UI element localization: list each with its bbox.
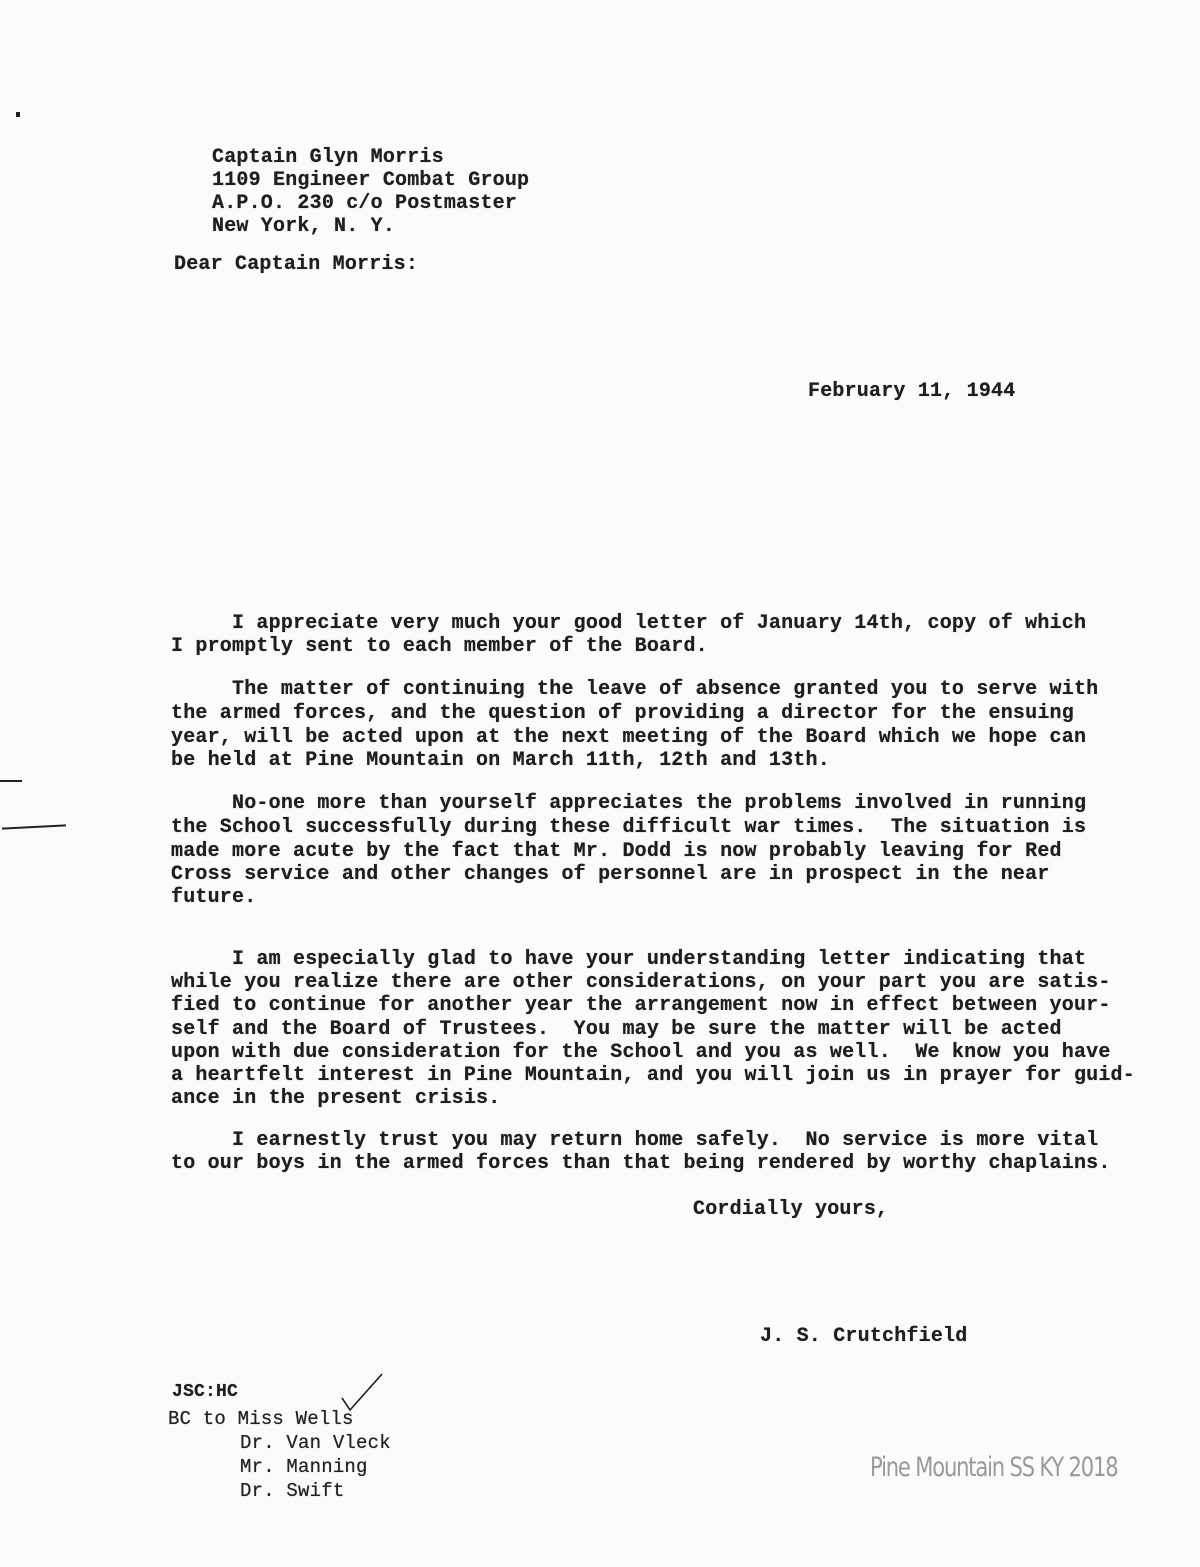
body-line: the armed forces, and the question of providing a director for the ensuing [171,702,1074,725]
checkmark-icon [340,1372,390,1422]
cc-line: Dr. Van Vleck [240,1432,391,1454]
closing: Cordially yours, [693,1198,889,1221]
cc-line: Mr. Manning [240,1456,368,1478]
body-line: ance in the present crisis. [171,1087,501,1110]
body-line: No-one more than yourself appreciates the problems involved in running [171,792,1087,815]
body-line: future. [171,886,257,909]
address-line: A.P.O. 230 c/o Postmaster [212,192,518,215]
watermark: Pine Mountain SS KY 2018 [870,1452,1118,1483]
salutation: Dear Captain Morris: [174,253,419,276]
body-line: upon with due consideration for the School and you as well. We know you have [171,1041,1111,1064]
body-line: I earnestly trust you may return home safely. No service is more vital [171,1129,1099,1152]
body-line: I appreciate very much your good letter of January 14th, copy of which [171,612,1087,635]
cc-line: Dr. Swift [240,1480,345,1502]
body-line: year, will be acted upon at the next meeting of the Board which we hope can [171,726,1087,749]
body-line: I am especially glad to have your understanding letter indicating that [171,948,1087,971]
letter-date: February 11, 1944 [808,380,1016,403]
body-line: made more acute by the fact that Mr. Dodd is now probably leaving for Red [171,840,1062,863]
address-line: 1109 Engineer Combat Group [212,169,530,192]
cc-line: BC to Miss Wells [168,1408,354,1430]
body-line: self and the Board of Trustees. You may be sure the matter will be acted [171,1018,1062,1041]
body-line: to our boys in the armed forces than that being rendered by worthy chaplains. [171,1152,1111,1175]
scan-speck [2,824,66,829]
address-line: Captain Glyn Morris [212,146,444,169]
reference-initials: JSC:HC [172,1382,239,1402]
body-line: The matter of continuing the leave of absence granted you to serve with [171,678,1099,701]
address-line: New York, N. Y. [212,215,396,238]
body-line: a heartfelt interest in Pine Mountain, and you will join us in prayer for guid- [171,1064,1135,1087]
signature: J. S. Crutchfield [760,1325,968,1348]
body-line: I promptly sent to each member of the Board. [171,635,708,658]
body-line: the School successfully during these difficult war times. The situation is [171,816,1087,839]
body-line: while you realize there are other considerations, on your part you are satis- [171,971,1111,994]
body-line: be held at Pine Mountain on March 11th, 12th and 13th. [171,749,830,772]
body-line: fied to continue for another year the arrangement now in effect between your- [171,994,1111,1017]
scan-speck [0,780,22,782]
body-line: Cross service and other changes of personnel are in prospect in the near [171,863,1050,886]
scan-speck [16,112,20,117]
